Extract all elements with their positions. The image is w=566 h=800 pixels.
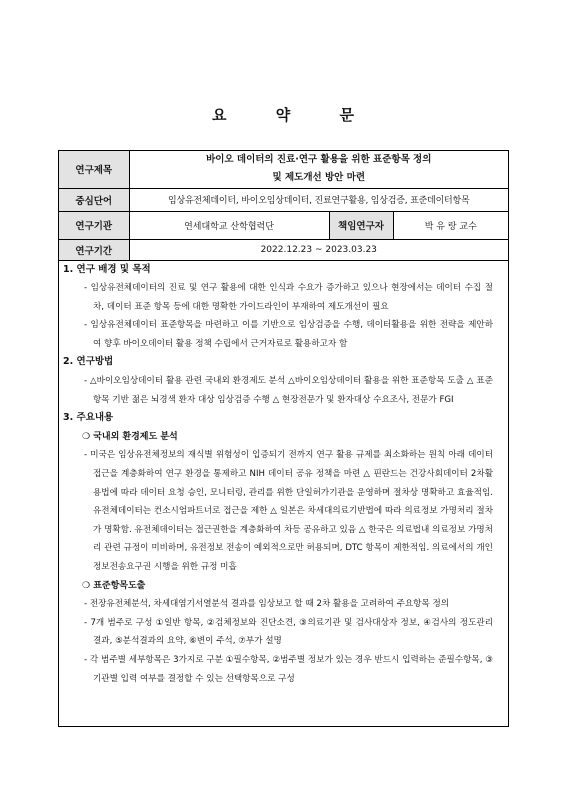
list-item: - 임상유전체데이터의 진료 및 연구 활용에 대한 인식과 수요가 증가하고 있으나 현장에서는 데이터 수집 절차, 데이터 표준 항목 등에 대한 명확한 가이드라인이 부재하여 제도개선이 필요 [84,283,493,312]
period-label: 연구기간 [59,239,129,260]
row-period [59,239,508,260]
list-item: - 7개 범주로 구성 ①일반 항목, ②검체정보와 진단소견, ③의료기관 및 검사대상자 정보, ④검사의 정도관리 결과, ⑤분석결과의 요약, ⑥변이 주석, ⑦부가 설명 [84,617,493,647]
title-label: 연구제목 [59,151,129,188]
list-item: - △바이오임상데이터 활용 관련 국내외 환경제도 분석 △바이오임상데이터 활용을 위한 표준항목 도출 △ 표준항목 기반 젊은 뇌경색 환자 대상 임상검증 수행 △ 현장전문가 및 환자대상 수요조사, 전문가 FGI [84,376,493,405]
research-title-line1: 바이오 데이터의 진료·연구 활용을 위한 표준항목 정의 [206,154,432,166]
section-heading-main: 3. 주요내용 [63,412,114,424]
research-title-line2: 및 제도개선 방안 마련 [272,172,365,184]
summary-content [59,261,508,689]
summary-sheet [58,150,509,727]
keywords-label: 중심단어 [59,188,129,211]
row-title [59,151,508,188]
pi-value: 박 유 랑 교수 [393,211,508,239]
org-label: 연구기관 [59,211,129,239]
list-item: - 각 범주별 세부항목은 3가지로 구분 ①필수항목, ②범주별 정보가 있는 경우 반드시 입력하는 준필수항목, ③기관별 입력 여부를 결정할 수 있는 선택항목으로 구성 [84,654,493,684]
section-heading-method: 2. 연구방법 [63,356,114,368]
subsection-heading-standard: ❍ 표준항목도출 [82,580,146,591]
period-value: 2022.12.23 ~ 2023.03.23 [129,239,508,260]
list-item: - 임상유전체데이터 표준항목을 마련하고 이를 기반으로 임상검증을 수행, 데이터활용을 위한 전략을 제안하여 향후 바이오데이터 활용 정책 수립에서 근거자료로 활용하고자 함 [84,320,493,349]
row-org [59,211,508,239]
meta-table [59,151,508,261]
page-title: 요 약 문 [212,106,376,124]
org-value: 연세대학교 산학협력단 [129,211,329,239]
research-title [129,151,508,188]
subsection-heading-environment: ❍ 국내외 환경제도 분석 [82,431,178,442]
pi-label: 책임연구자 [329,211,393,239]
row-keywords [59,188,508,211]
list-item: - 미국은 임상유전체정보의 재식별 위험성이 입증되기 전까지 연구 활용 규제를 최소화하는 원칙 아래 데이터 접근을 계층화하여 연구 환경을 통제하고 NIH 데이터 공유 정책을 마련 △ 핀란드는 건강사회데이터 2차활용법에 따라 데이터 요청 승인, 모니터링, 관리를 위한 단일허가기관을 운영하며 절차상 명확하고 효율적임. 유전체데이터는 컨소시엄파트너로 접근을 제한 △ 일본은 차세대의료기반법에 따라 의료정보 가명처리 절차가 명확함. 유전체데이터는 접근권한을 계층화하여 차등 공유하고 있음 △ 한국은 의료법내 의료정보 가명처리 관련 규정이 미비하며, 유전정보 전송이 예외적으로만 허용되며, DTC 항목이 제한적임. 의료에서의 개인정보전송요구권 시행을 위한 규정 미흡 [84,450,493,572]
keywords-value: 임상유전체데이터, 바이오임상데이터, 진료연구활용, 임상검증, 표준데이터항목 [129,188,508,211]
section-heading-background: 1. 연구 배경 및 목적 [63,263,151,275]
list-item: - 전장유전체분석, 차세대염기서열분석 결과를 임상보고 할 때 2차 활용을 고려하여 주요항목 정의 [84,599,450,610]
